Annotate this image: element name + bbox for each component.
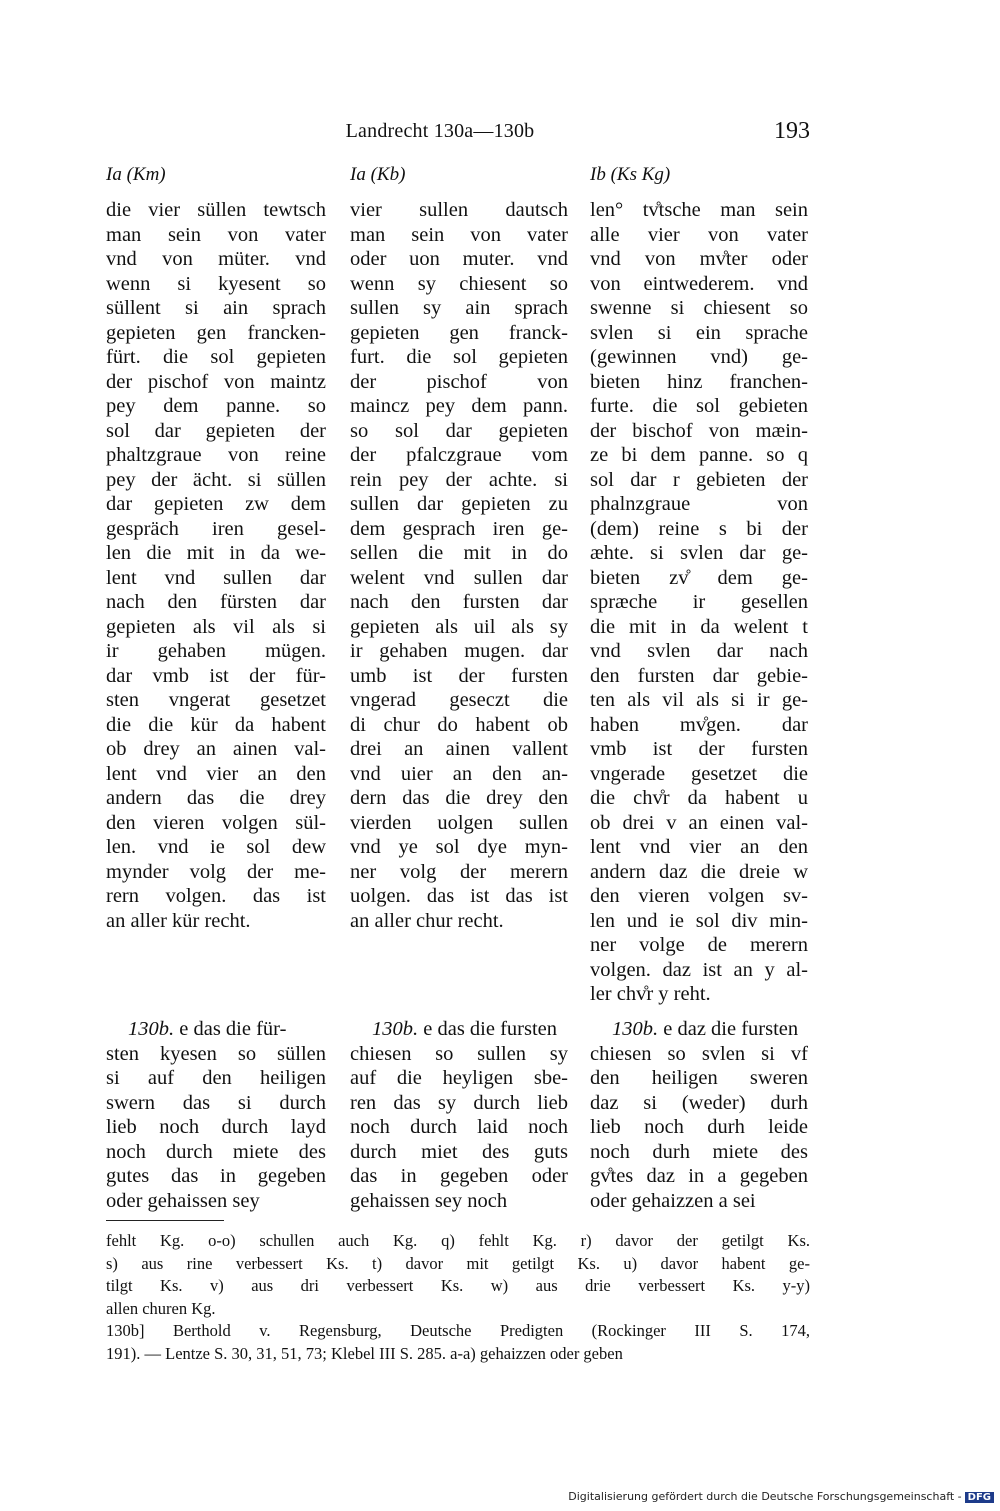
text-line: gepieten gen francken- [106, 321, 326, 344]
text-line: phaltzgraue von reine [106, 444, 326, 466]
column-ia-kb [350, 164, 568, 933]
text-line: auf die heyligen sbe- [350, 1067, 568, 1089]
text-line: ren das sy durch lieb [350, 1091, 568, 1114]
text-line: vngerade gesetzet die [590, 762, 808, 785]
text-line: andern das die drey [106, 787, 326, 809]
column-siglum: Ib (Ks Kg) [590, 164, 671, 185]
footnote-line: 130b] Berthold v. Regensburg, Deutsche Predigten (Rockinger III S. 174, [106, 1321, 810, 1340]
text-line: daz si (weder) durh [590, 1091, 808, 1114]
text-line: len. vnd ie sol dew [106, 836, 326, 858]
text-line: nach den fürsten dar [106, 591, 326, 613]
text-line: di chur do habent ob [350, 713, 568, 736]
text-line: fürt. die sol gepieten [106, 346, 326, 368]
text-line: gepieten als uil als sy [350, 615, 568, 638]
text-line [350, 1017, 568, 1042]
footnote-line: s) aus rine verbessert Ks. t) davor mit getilgt Ks. u) davor habent ge- [106, 1253, 810, 1273]
text-line: dem gesprach iren ge- [350, 517, 568, 540]
text-line: lent vnd vier an den [106, 762, 326, 785]
text-line: vier sullen dautsch [350, 199, 568, 221]
section-text: e das die fursten [418, 1018, 558, 1040]
text-line: an aller chur recht. [350, 909, 504, 932]
text-line: sol dar gepieten der [106, 419, 326, 442]
text-line: lieb noch durch layd [106, 1116, 326, 1138]
text-line: ler chv̊r y reht. [590, 983, 711, 1005]
text-line: vnd uier an den an- [350, 762, 568, 785]
column-text [106, 198, 326, 933]
text-line: pey der ächt. si süllen [106, 468, 326, 491]
text-line: vnd von müter. vnd [106, 248, 326, 270]
text-line: len° tv̊tsche man sein [590, 199, 808, 221]
text-line: lent vnd vier an den [590, 836, 808, 858]
column-siglum: Ia (Kb) [350, 164, 406, 185]
text-line: ner volg der merern [350, 860, 568, 883]
text-line: furt. die sol gepieten [350, 346, 568, 368]
text-line: der pischof von [350, 370, 568, 393]
text-line: dar gepieten zw dem [106, 493, 326, 515]
text-line [106, 1017, 326, 1042]
text-line: der bischof von mæin- [590, 419, 808, 442]
footnote-line: fehlt Kg. o-o) schullen auch Kg. q) fehlt Kg. r) davor der getilgt Ks. [106, 1231, 810, 1250]
section-130b-ib-ks-kg [590, 1017, 808, 1213]
text-line: der pfalczgraue vom [350, 444, 568, 466]
text-line: den heiligen sweren [590, 1067, 808, 1089]
digitization-credit [568, 1490, 994, 1503]
text-line: die vier süllen tewtsch [106, 199, 326, 221]
dfg-logo: DFG [965, 1492, 994, 1503]
text-line: vierden uolgen sullen [350, 811, 568, 834]
running-head-title: Landrecht 130a—130b [345, 120, 535, 142]
text-line: oder gehaizzen a sei [590, 1189, 756, 1212]
text-line: (dem) reine s bi der [590, 517, 808, 540]
text-line: durch miet des guts [350, 1140, 568, 1163]
text-line: sol dar r gebieten der [590, 468, 808, 491]
section-label: 130b. [372, 1018, 419, 1040]
text-line: nach den fursten dar [350, 591, 568, 613]
column-text [350, 198, 568, 933]
text-line: dern das die drey den [350, 787, 568, 809]
text-line: svlen si ein sprache [590, 321, 808, 344]
text-line: gepieten als vil als si [106, 615, 326, 638]
text-line: chiesen so svlen si vf [590, 1042, 808, 1065]
text-line: sullen dar gepieten zu [350, 493, 568, 515]
footnote-line: 191). — Lentze S. 30, 31, 51, 73; Klebel III S. 285. a-a) gehaizzen oder geben [106, 1343, 623, 1363]
text-line: ze bi dem panne. so q [590, 444, 808, 466]
text-line: andern daz die dreie w [590, 860, 808, 883]
text-line: gepieten gen franck- [350, 321, 568, 344]
text-line: vmb ist der fursten [590, 738, 808, 760]
footnotes [106, 1230, 810, 1365]
text-line: chiesen so sullen sy [350, 1042, 568, 1065]
text-line: gutes das in gegeben [106, 1165, 326, 1187]
text-line: der pischof von maintz [106, 370, 326, 393]
credit-text: Digitalisierung gefördert durch die Deutsche Forschungsgemeinschaft - [568, 1490, 962, 1503]
text-line: vnd svlen dar nach [590, 640, 808, 662]
text-line: oder uon muter. vnd [350, 248, 568, 270]
text-line: lieb noch durh leide [590, 1116, 808, 1138]
text-line: noch durch laid noch [350, 1116, 568, 1138]
text-line: phalnzgraue von [590, 493, 808, 515]
text-line: mynder volg der me- [106, 860, 326, 883]
text-line: umb ist der fursten [350, 664, 568, 687]
text-line: gehaissen sey noch [350, 1189, 508, 1212]
text-line: die die kür da habent [106, 713, 326, 736]
text-line: oder gehaissen sey [106, 1189, 260, 1212]
text-line: man sein von vater [350, 223, 568, 246]
text-line: lent vnd sullen dar [106, 566, 326, 589]
text-line: alle vier von vater [590, 223, 808, 246]
column-ib-ks-kg [590, 164, 808, 1007]
text-line: ten als vil als si ir ge- [590, 689, 808, 711]
text-line: gespräch iren gesel- [106, 517, 326, 540]
text-line: bieten zv̊ dem ge- [590, 566, 808, 589]
text-line: ner volge de merern [590, 934, 808, 956]
text-line: den vieren volgen sv- [590, 885, 808, 907]
text-line: an aller kür recht. [106, 909, 251, 932]
text-line: pey dem panne. so [106, 395, 326, 417]
text-line: vnd von mv̊ter oder [590, 248, 808, 270]
text-line: noch durch miete des [106, 1140, 326, 1163]
text-line: dar vmb ist der für- [106, 664, 326, 687]
text-line: swern das si durch [106, 1091, 326, 1114]
text-line: furte. die sol gebieten [590, 395, 808, 417]
section-label: 130b. [128, 1018, 175, 1040]
text-line: wenn sy chiesent so [350, 272, 568, 295]
text-line: drei an ainen vallent [350, 738, 568, 760]
text-line: welent vnd sullen dar [350, 566, 568, 589]
text-line: ir gehaben mügen. [106, 640, 326, 662]
text-line: bieten hinz franchen- [590, 370, 808, 393]
section-130b-ia-kb [350, 1017, 568, 1213]
text-line: das in gegeben oder [350, 1165, 568, 1187]
text-line: uolgen. das ist das ist [350, 885, 568, 907]
text-line: len und ie sol div min- [590, 909, 808, 932]
text-line: von eintwederem. vnd [590, 272, 808, 295]
text-line: ob drei v an einen val- [590, 811, 808, 834]
text-line: süllent si ain sprach [106, 297, 326, 319]
section-text: e das die für- [174, 1018, 287, 1040]
column-siglum: Ia (Km) [106, 164, 166, 185]
text-line: len die mit in da we- [106, 542, 326, 564]
text-line: so sol dar gepieten [350, 419, 568, 442]
column-ia-km [106, 164, 326, 933]
section-text: e daz die fursten [658, 1018, 799, 1040]
text-line: æhte. si svlen dar ge- [590, 542, 808, 564]
footnote-line: tilgt Ks. v) aus dri verbessert Ks. w) aus drie verbessert Ks. y-y) [106, 1276, 810, 1295]
text-line: sten vngerat gesetzet [106, 689, 326, 711]
text-line: sellen die mit in do [350, 542, 568, 564]
text-line: rein pey der achte. si [350, 468, 568, 491]
text-line: rern volgen. das ist [106, 885, 326, 907]
text-line: ob drey an ainen val- [106, 738, 326, 760]
text-line: si auf den heiligen [106, 1067, 326, 1089]
section-130b-ia-km [106, 1017, 326, 1213]
text-line: den fursten dar gebie- [590, 664, 808, 687]
text-line: die mit in da welent t [590, 615, 808, 638]
text-line: die chv̊r da habent u [590, 787, 808, 809]
text-line: volgen. daz ist an y al- [590, 958, 808, 981]
text-line [590, 1017, 808, 1042]
text-line: spræche ir gesellen [590, 591, 808, 613]
text-line: maincz pey dem pann. [350, 395, 568, 417]
text-line: wenn si kyesent so [106, 272, 326, 295]
text-line: sullen sy ain sprach [350, 297, 568, 319]
text-line: den vieren volgen sül- [106, 811, 326, 834]
text-line: vngerad geseczt die [350, 689, 568, 711]
text-line: sten kyesen so süllen [106, 1042, 326, 1065]
footnote-line: allen churen Kg. [106, 1298, 216, 1318]
section-label: 130b. [612, 1018, 659, 1040]
text-line: gv̊tes daz in a gegeben [590, 1165, 808, 1187]
text-line: haben mv̊gen. dar [590, 713, 808, 736]
text-line: noch durh miete des [590, 1140, 808, 1163]
footnote-rule [106, 1220, 224, 1221]
text-line: man sein von vater [106, 223, 326, 246]
column-text [590, 198, 808, 1007]
text-line: ir gehaben mugen. dar [350, 640, 568, 662]
text-line: swenne si chiesent so [590, 297, 808, 319]
text-line: vnd ye sol dye myn- [350, 836, 568, 858]
page-number: 193 [774, 118, 810, 144]
text-line: (gewinnen vnd) ge- [590, 346, 808, 368]
